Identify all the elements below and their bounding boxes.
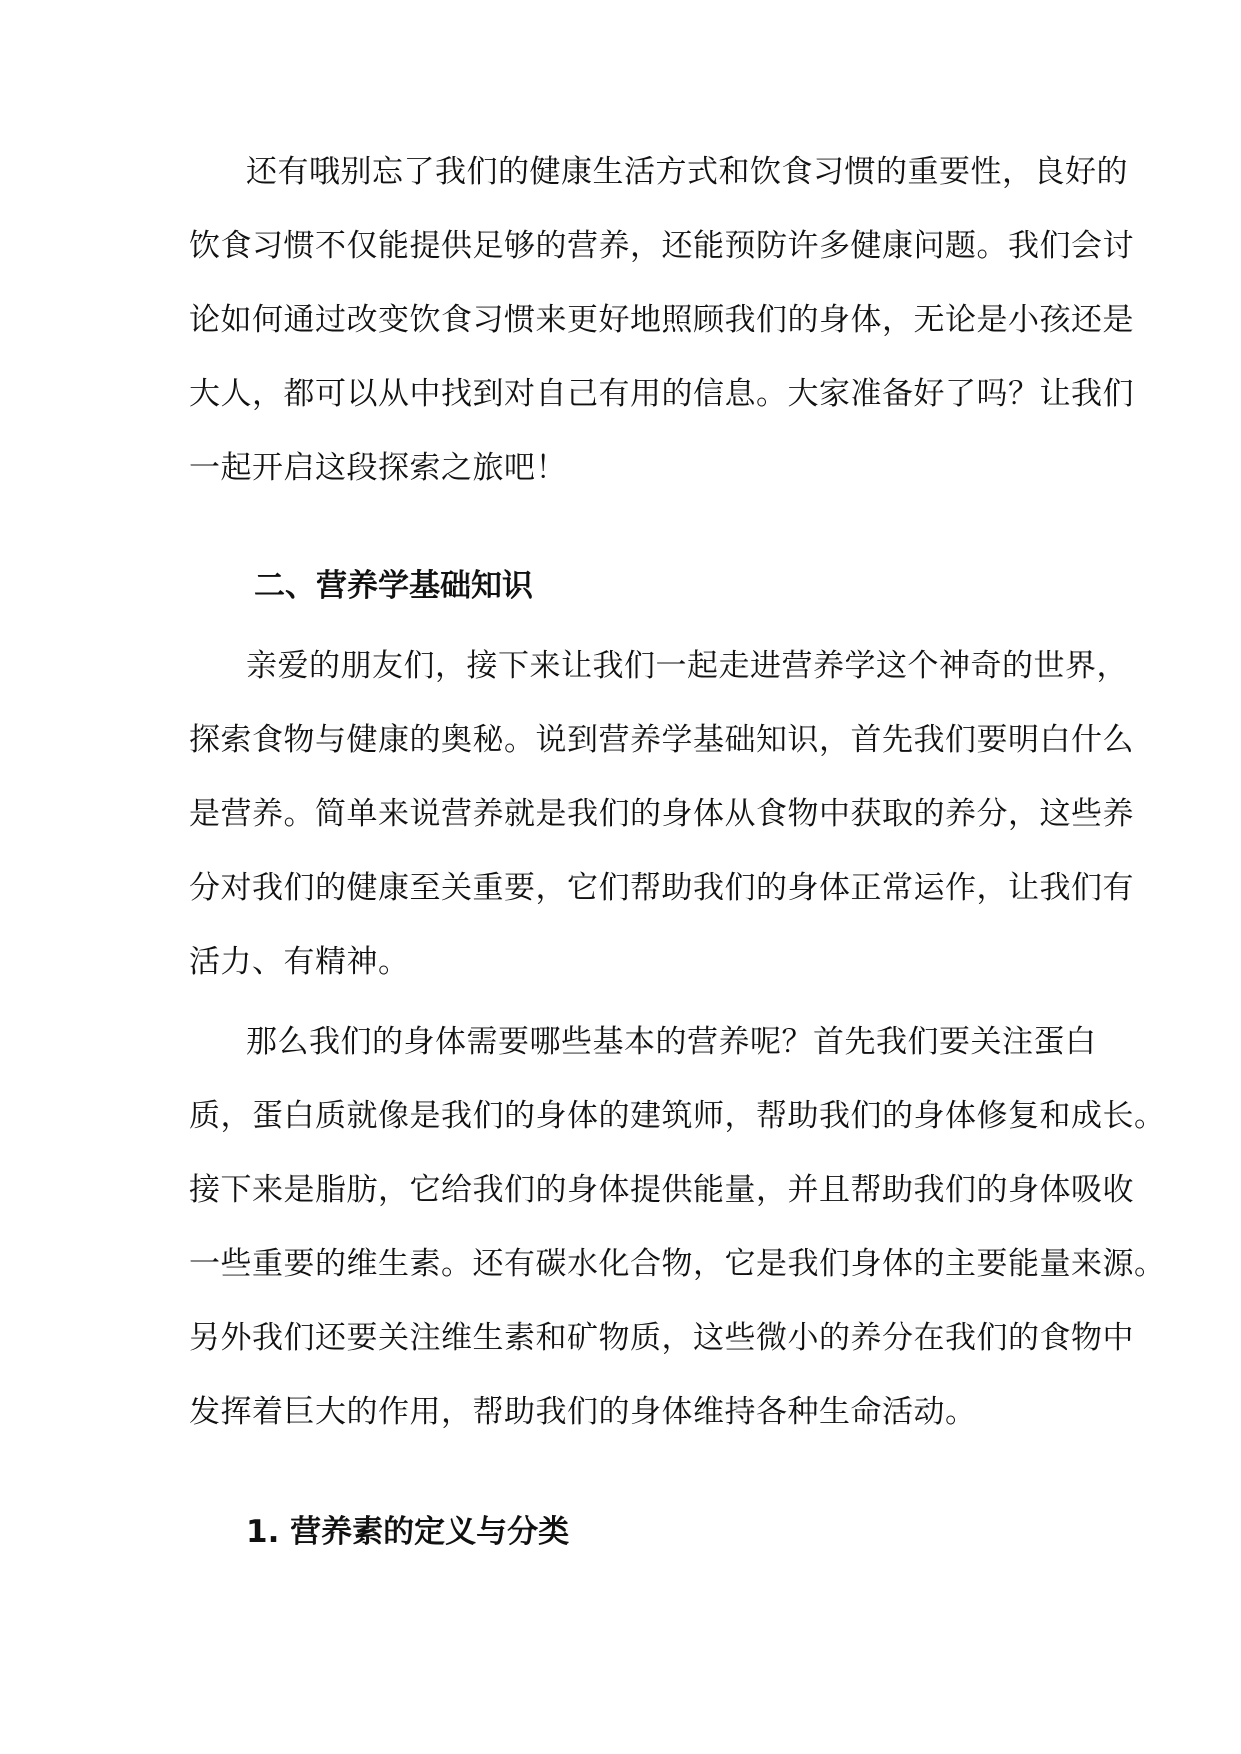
intro-line-3: 论如何通过改变饮食习惯来更好地照顾我们的身体，无论是小孩还是 xyxy=(189,302,1134,338)
paragraph-2-line-5: 另外我们还要关注维生素和矿物质，这些微小的养分在我们的食物中 xyxy=(189,1320,1134,1356)
intro-line-2: 饮食习惯不仅能提供足够的营养，还能预防许多健康问题。我们会讨 xyxy=(189,228,1134,264)
paragraph-1-line-4: 分对我们的健康至关重要，它们帮助我们的身体正常运作，让我们有 xyxy=(189,870,1134,906)
paragraph-2-line-1: 那么我们的身体需要哪些基本的营养呢？首先我们要关注蛋白 xyxy=(246,1024,1097,1060)
section-heading: 二、营养学基础知识 xyxy=(254,568,533,604)
paragraph-2-line-6: 发挥着巨大的作用，帮助我们的身体维持各种生命活动。 xyxy=(189,1394,977,1430)
paragraph-2-line-2: 质，蛋白质就像是我们的身体的建筑师，帮助我们的身体修复和成长。 xyxy=(189,1098,1166,1134)
intro-line-4: 大人，都可以从中找到对自己有用的信息。大家准备好了吗？让我们 xyxy=(189,376,1134,412)
paragraph-2-line-4: 一些重要的维生素。还有碳水化合物，它是我们身体的主要能量来源。 xyxy=(189,1246,1166,1282)
intro-line-1: 还有哦别忘了我们的健康生活方式和饮食习惯的重要性，良好的 xyxy=(246,154,1128,190)
paragraph-1-line-3: 是营养。简单来说营养就是我们的身体从食物中获取的养分，这些养 xyxy=(189,796,1134,832)
intro-line-5: 一起开启这段探索之旅吧！ xyxy=(189,450,567,486)
paragraph-1-line-5: 活力、有精神。 xyxy=(189,944,410,980)
subsection-heading: 1. 营养素的定义与分类 xyxy=(246,1514,570,1550)
paragraph-1-line-2: 探索食物与健康的奥秘。说到营养学基础知识，首先我们要明白什么 xyxy=(189,722,1134,758)
paragraph-2-line-3: 接下来是脂肪，它给我们的身体提供能量，并且帮助我们的身体吸收 xyxy=(189,1172,1134,1208)
paragraph-1-line-1: 亲爱的朋友们，接下来让我们一起走进营养学这个神奇的世界， xyxy=(246,648,1128,684)
